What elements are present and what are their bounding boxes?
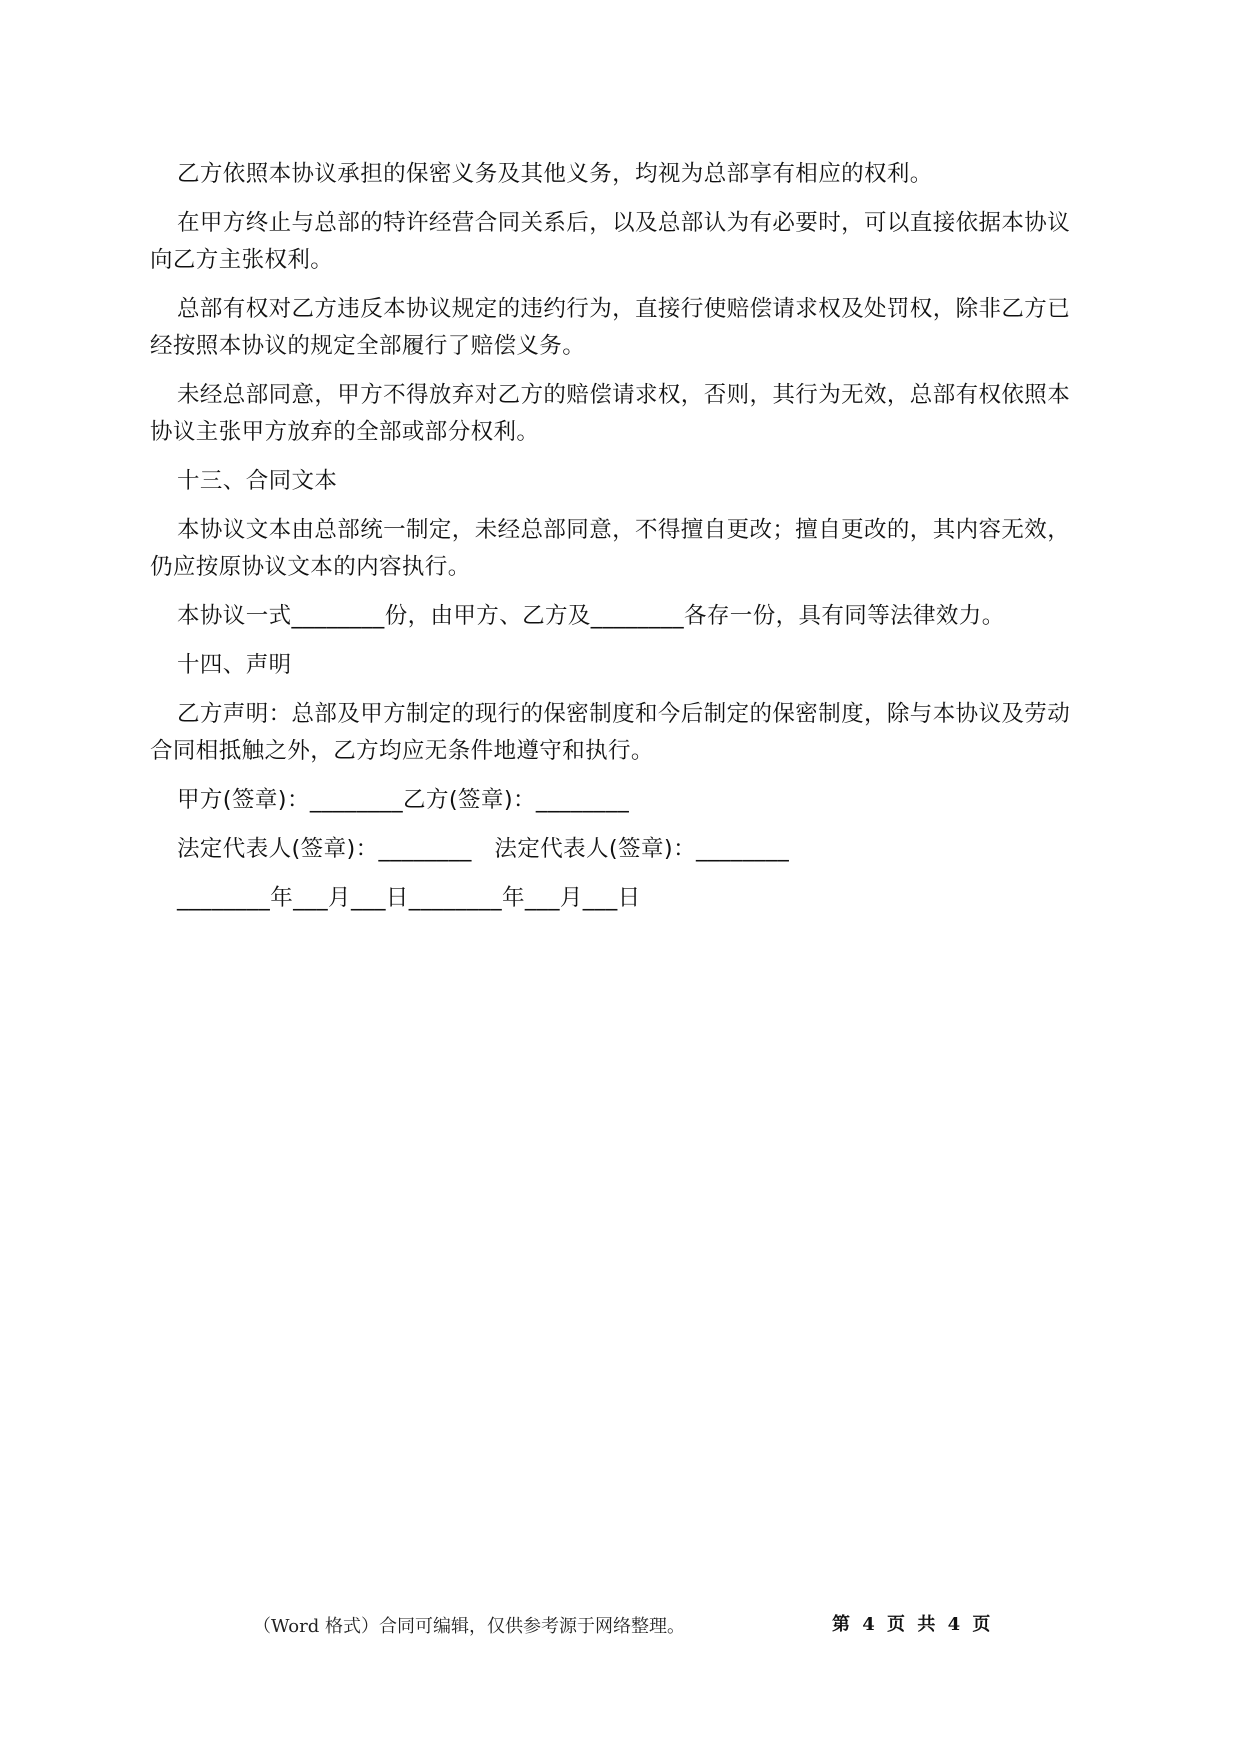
footer-note: （Word 格式）合同可编辑，仅供参考源于网络整理。 <box>253 1616 685 1637</box>
paragraph-rights: 乙方依照本协议承担的保密义务及其他义务，均视为总部享有相应的权利。 <box>177 161 933 187</box>
document-body <box>150 156 1090 929</box>
signature-parties-line: 甲方(签章)：________乙方(签章)：________ <box>177 787 630 813</box>
paragraph-compensation: 总部有权对乙方违反本协议规定的违约行为，直接行使赔偿请求权及处罚权，除非乙方已经按照本协议的规定全部履行了赔偿义务。 <box>150 296 1071 359</box>
section-heading-13: 十三、合同文本 <box>177 468 338 494</box>
paragraph-termination: 在甲方终止与总部的特许经营合同关系后，以及总部认为有必要时，可以直接依据本协议向乙方主张权利。 <box>150 210 1071 273</box>
page-number: 第 4 页 共 4 页 <box>832 1614 994 1635</box>
signature-date-line: ________年___月___日________年___月___日 <box>177 885 641 911</box>
paragraph-declaration: 乙方声明：总部及甲方制定的现行的保密制度和今后制定的保密制度，除与本协议及劳动合同相抵触之外，乙方均应无条件地遵守和执行。 <box>150 701 1071 764</box>
paragraph-waiver: 未经总部同意，甲方不得放弃对乙方的赔偿请求权，否则，其行为无效，总部有权依照本协议主张甲方放弃的全部或部分权利。 <box>150 382 1071 445</box>
section-heading-14: 十四、声明 <box>177 652 292 678</box>
signature-representatives-line: 法定代表人(签章)：________ 法定代表人(签章)：________ <box>177 836 790 862</box>
paragraph-copies: 本协议一式________份，由甲方、乙方及________各存一份，具有同等法律效力。 <box>177 603 1005 629</box>
paragraph-contract-text: 本协议文本由总部统一制定，未经总部同意，不得擅自更改；擅自更改的，其内容无效，仍应按原协议文本的内容执行。 <box>150 517 1071 580</box>
